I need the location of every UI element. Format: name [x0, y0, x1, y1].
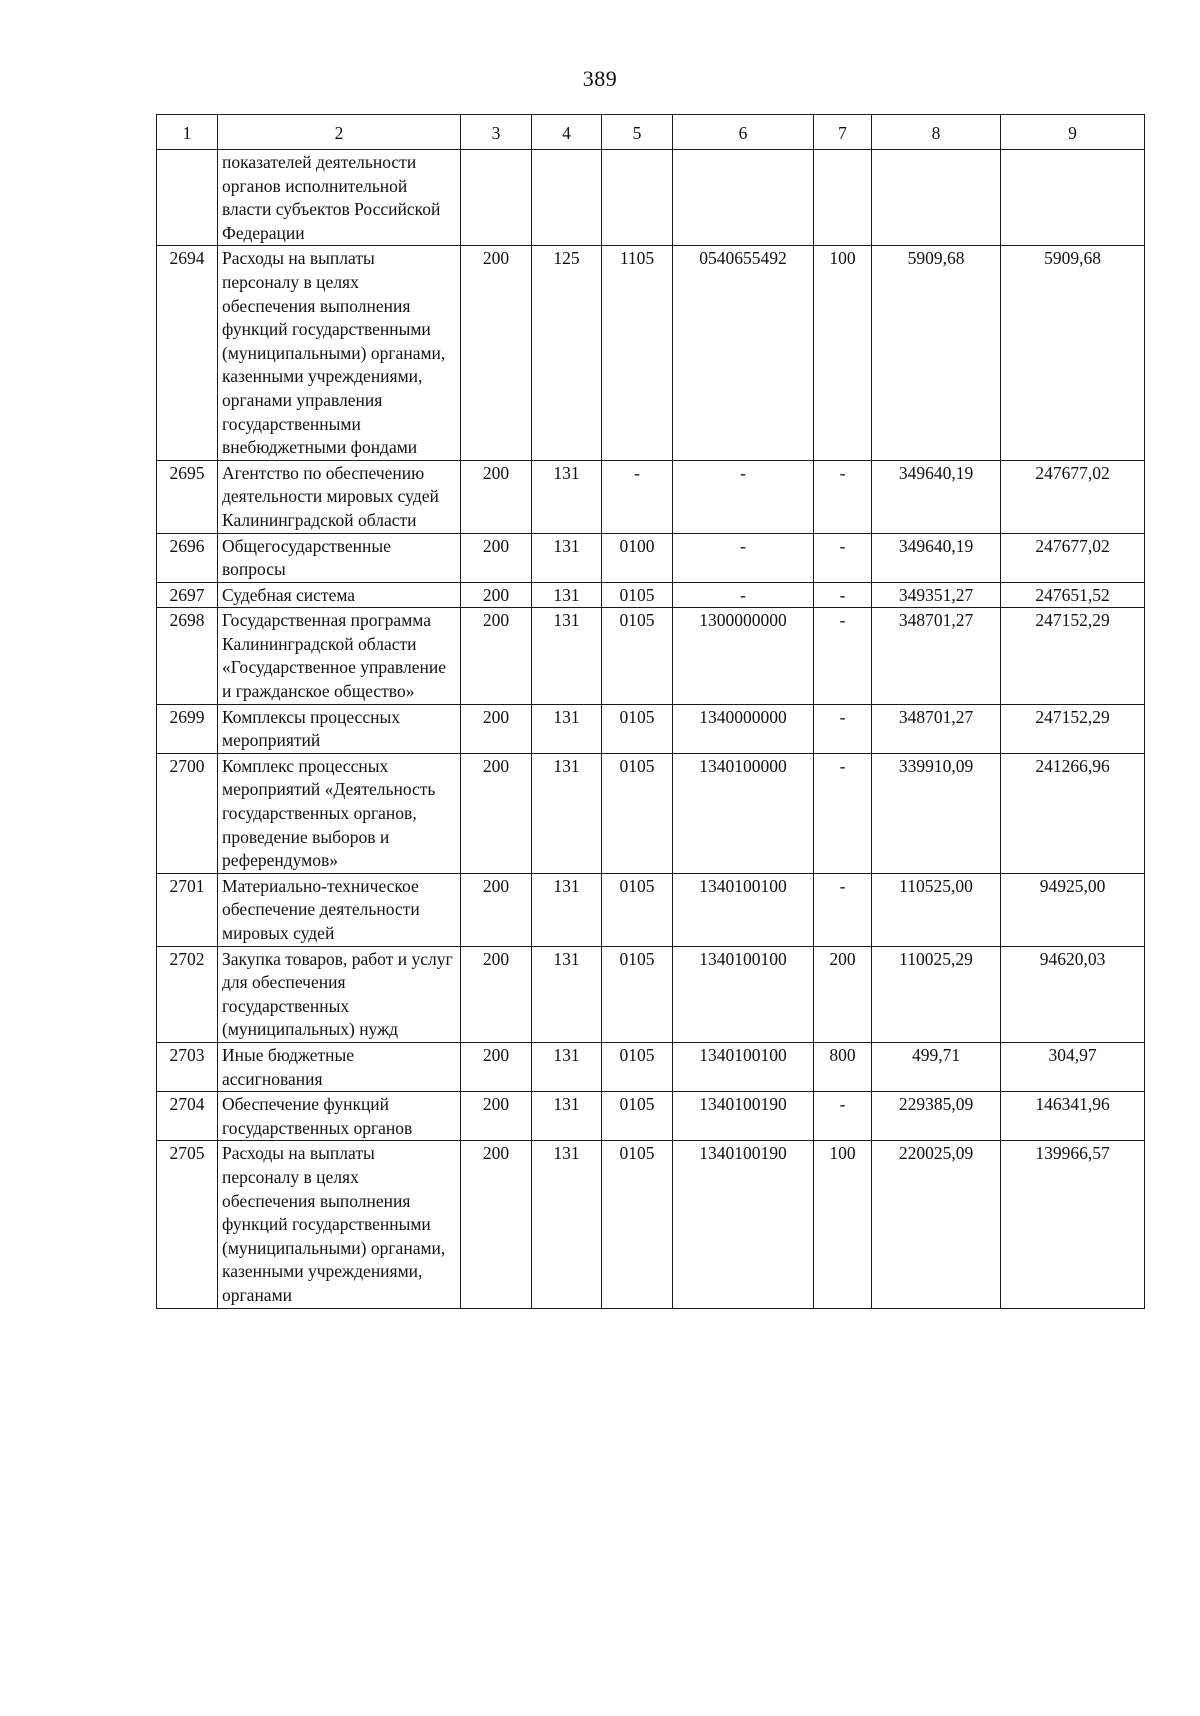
row-number: 2702	[157, 946, 218, 1042]
row-col-6: 1300000000	[673, 608, 814, 704]
budget-table	[156, 114, 1145, 1309]
row-name: Агентство по обеспечению деятельности мировых судей Калининградской области	[218, 460, 461, 533]
row-col-8: 349640,19	[872, 533, 1001, 582]
table-row	[157, 608, 1145, 704]
row-col-7: 100	[814, 1141, 872, 1308]
row-col-4: 131	[532, 1042, 602, 1091]
row-col-5: 0105	[602, 582, 673, 608]
header-col-6: 6	[673, 115, 814, 150]
row-col-7: -	[814, 753, 872, 873]
table-row	[157, 873, 1145, 946]
table-row	[157, 1092, 1145, 1141]
row-col-8	[872, 150, 1001, 246]
row-col-6: -	[673, 533, 814, 582]
row-name: Расходы на выплаты персоналу в целях обеспечения выполнения функций государственными (муниципальными) органами, казенными учреждениями, органами управления государственными внебюджетными фондами	[218, 246, 461, 460]
row-col-6: 1340100190	[673, 1141, 814, 1308]
row-col-7	[814, 150, 872, 246]
row-col-7: -	[814, 582, 872, 608]
row-col-5: 0105	[602, 1141, 673, 1308]
row-col-9: 94620,03	[1001, 946, 1145, 1042]
row-name: Иные бюджетные ассигнования	[218, 1042, 461, 1091]
row-col-6: 1340000000	[673, 704, 814, 753]
row-number: 2699	[157, 704, 218, 753]
row-col-8: 5909,68	[872, 246, 1001, 460]
table-row	[157, 150, 1145, 246]
header-col-8: 8	[872, 115, 1001, 150]
row-col-9: 5909,68	[1001, 246, 1145, 460]
row-col-8: 339910,09	[872, 753, 1001, 873]
row-col-3: 200	[461, 460, 532, 533]
row-col-9: 247677,02	[1001, 460, 1145, 533]
row-col-5: 0105	[602, 608, 673, 704]
row-col-9: 247677,02	[1001, 533, 1145, 582]
row-number: 2705	[157, 1141, 218, 1308]
row-col-7: 100	[814, 246, 872, 460]
row-col-9: 146341,96	[1001, 1092, 1145, 1141]
row-col-8: 110525,00	[872, 873, 1001, 946]
row-col-6: -	[673, 460, 814, 533]
row-col-3: 200	[461, 1092, 532, 1141]
row-col-7: -	[814, 533, 872, 582]
row-col-7: -	[814, 1092, 872, 1141]
table-row	[157, 246, 1145, 460]
row-col-7: -	[814, 873, 872, 946]
row-col-3: 200	[461, 1141, 532, 1308]
row-name: Расходы на выплаты персоналу в целях обеспечения выполнения функций государственными (муниципальными) органами, казенными учреждениями, органами	[218, 1141, 461, 1308]
row-col-7: -	[814, 608, 872, 704]
table-row	[157, 1141, 1145, 1308]
table-row	[157, 533, 1145, 582]
row-col-4: 131	[532, 608, 602, 704]
table-row	[157, 704, 1145, 753]
row-col-4: 131	[532, 533, 602, 582]
header-col-7: 7	[814, 115, 872, 150]
row-col-7: 800	[814, 1042, 872, 1091]
table-row	[157, 753, 1145, 873]
row-col-4: 131	[532, 582, 602, 608]
table-row	[157, 460, 1145, 533]
row-col-6: 1340100100	[673, 873, 814, 946]
header-col-9: 9	[1001, 115, 1145, 150]
header-col-2: 2	[218, 115, 461, 150]
row-number: 2696	[157, 533, 218, 582]
row-col-8: 220025,09	[872, 1141, 1001, 1308]
row-col-7: 200	[814, 946, 872, 1042]
row-col-5: 0105	[602, 946, 673, 1042]
row-col-7: -	[814, 460, 872, 533]
row-number	[157, 150, 218, 246]
row-name: Материально-техническое обеспечение деятельности мировых судей	[218, 873, 461, 946]
row-col-9	[1001, 150, 1145, 246]
row-col-8: 110025,29	[872, 946, 1001, 1042]
row-col-4: 131	[532, 460, 602, 533]
row-col-5: 0100	[602, 533, 673, 582]
row-number: 2700	[157, 753, 218, 873]
row-col-5: 0105	[602, 1042, 673, 1091]
row-name: Комплекс процессных мероприятий «Деятельность государственных органов, проведение выборов и референдумов»	[218, 753, 461, 873]
row-col-9: 94925,00	[1001, 873, 1145, 946]
row-col-5: -	[602, 460, 673, 533]
row-col-4: 125	[532, 246, 602, 460]
row-col-5	[602, 150, 673, 246]
row-col-5: 1105	[602, 246, 673, 460]
row-number: 2703	[157, 1042, 218, 1091]
row-col-3	[461, 150, 532, 246]
row-name: Судебная система	[218, 582, 461, 608]
row-name: Закупка товаров, работ и услуг для обеспечения государственных (муниципальных) нужд	[218, 946, 461, 1042]
row-col-8: 349640,19	[872, 460, 1001, 533]
row-col-6: 1340100190	[673, 1092, 814, 1141]
header-col-3: 3	[461, 115, 532, 150]
row-col-6: 1340100100	[673, 946, 814, 1042]
row-col-3: 200	[461, 533, 532, 582]
row-col-9: 304,97	[1001, 1042, 1145, 1091]
row-number: 2695	[157, 460, 218, 533]
row-col-8: 348701,27	[872, 704, 1001, 753]
row-col-3: 200	[461, 582, 532, 608]
row-col-9: 247152,29	[1001, 704, 1145, 753]
row-col-4: 131	[532, 1141, 602, 1308]
row-col-6	[673, 150, 814, 246]
row-number: 2697	[157, 582, 218, 608]
row-col-8: 349351,27	[872, 582, 1001, 608]
page-number: 389	[582, 66, 618, 91]
row-col-5: 0105	[602, 873, 673, 946]
row-col-6: 1340100100	[673, 1042, 814, 1091]
row-number: 2698	[157, 608, 218, 704]
row-col-4: 131	[532, 753, 602, 873]
table-row	[157, 946, 1145, 1042]
row-name: Государственная программа Калининградской области «Государственное управление и гражданское общество»	[218, 608, 461, 704]
row-col-6: 0540655492	[673, 246, 814, 460]
row-col-3: 200	[461, 1042, 532, 1091]
row-col-6: 1340100000	[673, 753, 814, 873]
row-col-5: 0105	[602, 753, 673, 873]
row-col-5: 0105	[602, 704, 673, 753]
row-col-4: 131	[532, 946, 602, 1042]
row-col-3: 200	[461, 704, 532, 753]
row-col-3: 200	[461, 753, 532, 873]
row-name: Обеспечение функций государственных органов	[218, 1092, 461, 1141]
table-row	[157, 1042, 1145, 1091]
row-name: Комплексы процессных мероприятий	[218, 704, 461, 753]
row-col-3: 200	[461, 246, 532, 460]
row-col-9: 247651,52	[1001, 582, 1145, 608]
row-col-3: 200	[461, 946, 532, 1042]
row-col-6: -	[673, 582, 814, 608]
row-number: 2694	[157, 246, 218, 460]
row-col-8: 229385,09	[872, 1092, 1001, 1141]
row-col-9: 247152,29	[1001, 608, 1145, 704]
row-number: 2701	[157, 873, 218, 946]
row-col-4: 131	[532, 1092, 602, 1141]
row-name: показателей деятельности органов исполнительной власти субъектов Российской Федерации	[218, 150, 461, 246]
row-col-4: 131	[532, 873, 602, 946]
row-number: 2704	[157, 1092, 218, 1141]
row-name: Общегосударственные вопросы	[218, 533, 461, 582]
row-col-5: 0105	[602, 1092, 673, 1141]
row-col-8: 348701,27	[872, 608, 1001, 704]
row-col-4	[532, 150, 602, 246]
table-row	[157, 582, 1145, 608]
header-col-5: 5	[602, 115, 673, 150]
row-col-4: 131	[532, 704, 602, 753]
row-col-8: 499,71	[872, 1042, 1001, 1091]
header-col-4: 4	[532, 115, 602, 150]
header-col-1: 1	[157, 115, 218, 150]
row-col-9: 241266,96	[1001, 753, 1145, 873]
row-col-3: 200	[461, 608, 532, 704]
row-col-3: 200	[461, 873, 532, 946]
row-col-7: -	[814, 704, 872, 753]
table-header-row	[157, 115, 1145, 150]
row-col-9: 139966,57	[1001, 1141, 1145, 1308]
